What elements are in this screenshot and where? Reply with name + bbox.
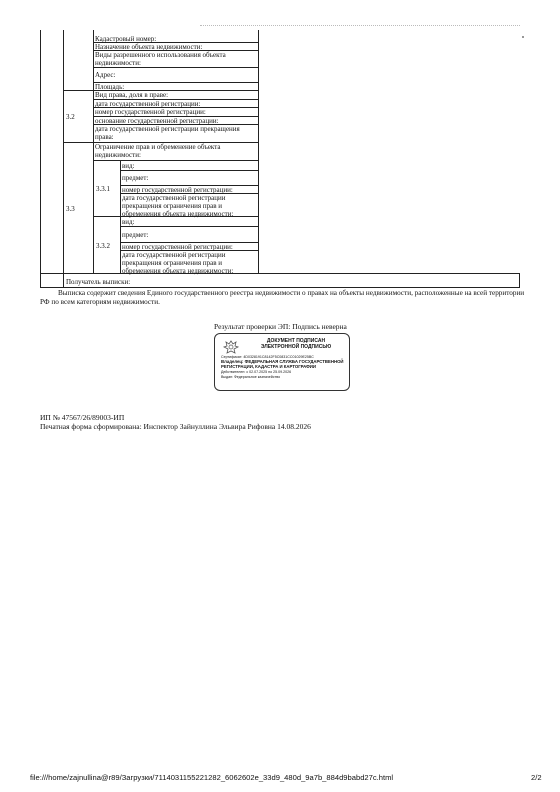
stamp-title: ДОКУМЕНТ ПОДПИСАН ЭЛЕКТРОННОЙ ПОДПИСЬЮ: [260, 338, 332, 350]
field-recipient: Получатель выписки:: [66, 278, 131, 286]
stamp-owner-2: РЕГИСТРАЦИИ, КАДАСТРА И КАРТОГРАФИИ: [221, 363, 316, 369]
section-number-3-3: 3.3: [66, 205, 75, 213]
signature-check-result: Результат проверки ЭП: Подпись неверна: [214, 322, 347, 331]
field-permitted-use: Виды разрешенного использования объекта недвижимости:: [95, 51, 226, 67]
field-restriction-reg-number: номер государственной регистрации:: [122, 186, 233, 194]
field-restriction-type: вид:: [122, 218, 135, 226]
faint-header-line: [200, 25, 520, 27]
field-area: Площадь:: [95, 83, 125, 91]
extract-note: Выписка содержит сведения Единого государственного реестра недвижимости о правах на объекты недвижимости, расположенные на всей территории РФ по всем категориям недвижимости.: [40, 289, 525, 306]
field-restrictions-heading: Ограничение прав и обременение объекта недвижимости:: [95, 143, 221, 159]
field-reg-basis: основание государственной регистрации:: [95, 117, 219, 125]
table-border-bottom: [40, 287, 520, 288]
field-reg-number: номер государственной регистрации:: [95, 108, 206, 116]
field-purpose: Назначение объекта недвижимости:: [95, 43, 203, 51]
row-line: [258, 273, 520, 274]
field-address: Адрес:: [95, 71, 116, 79]
field-restriction-termination: дата государственной регистрации прекращения ограничения прав и обременения объекта недвижимости:: [122, 251, 234, 275]
num-col-border: [63, 30, 64, 273]
stamp-valid: Действителен: с 02.07.2025 по 25.09.2026: [221, 370, 292, 374]
rights-table: [40, 30, 520, 288]
stamp-issuer: Выдан: Федеральное казначейство: [221, 374, 281, 379]
sub-number-3-3-1: 3.3.1: [96, 185, 110, 193]
field-restriction-termination: дата государственной регистрации прекращения ограничения прав и обременения объекта недвижимости:: [122, 194, 234, 218]
row-line: [93, 160, 259, 161]
page-mark: [522, 36, 524, 38]
sub-number-3-3-2: 3.3.2: [96, 242, 110, 250]
field-restriction-reg-number: номер государственной регистрации:: [122, 243, 233, 251]
file-path: file:///home/zajnullina@r89/Загрузки/7114031155221282_6062602e_33d9_480d_9a7b_884d9babd27c.html: [30, 773, 394, 782]
field-reg-termination: дата государственной регистрации прекращения права:: [95, 125, 240, 141]
field-restriction-subject: предмет:: [122, 231, 149, 239]
stamp-owner: Владелец: ФЕДЕРАЛЬНАЯ СЛУЖБА ГОСУДАРСТВЕННОЙ: [221, 358, 344, 364]
table-border-left: [40, 30, 41, 288]
table-border-right: [519, 273, 520, 288]
enforcement-number: ИП № 47567/26/89003-ИП: [40, 413, 125, 422]
section-number-3-2: 3.2: [66, 113, 75, 121]
field-right-type: Вид права, доля в праве:: [95, 91, 169, 99]
page-number: 2/2: [531, 773, 542, 782]
field-cadastral-number: Кадастровый номер:: [95, 35, 157, 43]
row-line: [93, 67, 259, 68]
coat-of-arms-icon: [221, 339, 241, 355]
stamp-certificate: Сертификат: 4D0328191C8142F5C0831CC01029E25BC: [221, 355, 314, 359]
field-restriction-subject: предмет:: [122, 174, 149, 182]
field-reg-date: дата государственной регистрации:: [95, 100, 201, 108]
field-restriction-type: вид:: [122, 162, 135, 170]
recipient-col-border: [63, 273, 64, 288]
row-line: [120, 170, 259, 171]
row-line: [120, 226, 259, 227]
printed-by: Печатная форма сформирована: Инспектор Зайнуллина Эльвира Рифовна 14.08.2026: [40, 422, 311, 431]
electronic-signature-stamp: [214, 333, 350, 391]
